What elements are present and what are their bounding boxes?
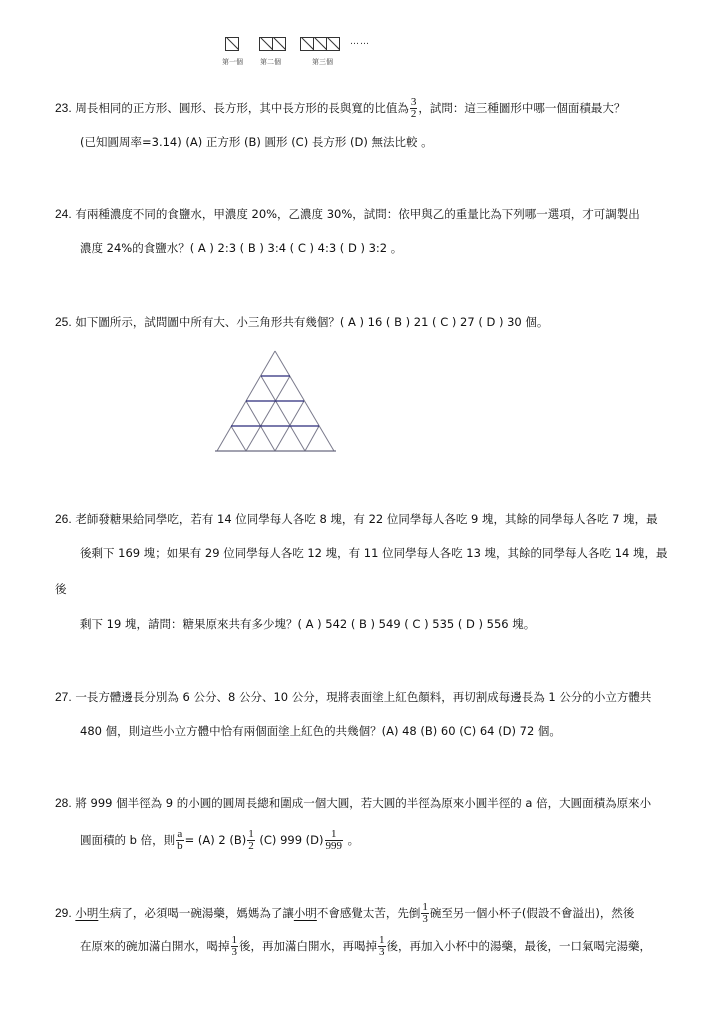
frac-num: a: [177, 828, 183, 840]
question-number: 28.: [55, 796, 72, 810]
q29-line-1: [55, 900, 634, 926]
q29-text-e: 後，再加滿白開水，再喝掉: [239, 939, 377, 953]
q28-end: 。: [344, 833, 360, 847]
question-number: 29.: [55, 906, 72, 920]
frac-den: 3: [231, 946, 237, 958]
q24-line-2: 濃度 24%的食鹽水？( A ) 2:3 ( B ) 3:4 ( C ) 4:3 ( D ) 3:2 。: [80, 241, 403, 255]
frac-den: 3: [379, 946, 385, 958]
frac-den: 3: [422, 913, 428, 925]
q24-line-1: [55, 207, 640, 221]
q29-line-2: [80, 933, 651, 959]
fraction-1-3: [421, 902, 429, 925]
q29-text-d: 在原來的碗加滿白開水，喝掉: [80, 939, 230, 953]
question-number: 27.: [55, 690, 72, 704]
pattern-group-1: [225, 37, 238, 51]
q25-text: 如下圖所示，試問圖中所有大、小三角形共有幾個？( A ) 16 ( B ) 21 ( C ) 27 ( D ) 30 個。: [75, 315, 549, 329]
fraction-1-3: [378, 935, 386, 958]
q27-line-2: 480 個，則這些小立方體中恰有兩個面塗上紅色的共幾個？(A) 48 (B) 60 (C) 64 (D) 72 個。: [80, 724, 561, 738]
name-xiaoming: 小明: [75, 906, 99, 920]
diagonal-square-icon: [225, 37, 239, 51]
frac-num: 1: [325, 829, 344, 841]
q28-line-2: [80, 827, 359, 853]
q26-text: 老師發糖果給同學吃，若有 14 位同學每人各吃 8 塊，有 22 位同學每人各吃 9 塊，其餘的同學每人各吃 7 塊，最: [75, 512, 658, 526]
frac-den: b: [177, 840, 183, 852]
pattern-group-2: [259, 37, 285, 51]
question-number: 26.: [55, 512, 72, 526]
frac-den: 2: [410, 108, 417, 120]
name-xiaoming: 小明: [293, 906, 317, 920]
q26-line-4: 剩下 19 塊，請問：糖果原來共有多少塊？( A ) 542 ( B ) 549 ( C ) 535 ( D ) 556 塊。: [80, 617, 536, 631]
fraction-1-3: [231, 935, 239, 958]
diagonal-square-icon: [259, 37, 273, 51]
q28-line-1: [55, 796, 651, 810]
question-number: 25.: [55, 315, 72, 329]
fraction-1-2: [247, 829, 255, 852]
q24-text: 有兩種濃度不同的食鹽水，甲濃度 20%，乙濃度 30%，試問：依甲與乙的重量比為下列哪一選項，才可調製出: [75, 207, 640, 221]
q28-option-a: = (A) 2 (B): [184, 833, 247, 847]
q28-text-a: 圓面積的 b 倍，則: [80, 833, 176, 847]
q29-text-a: 生病了，必須喝一碗湯藥，媽媽為了讓: [98, 906, 294, 920]
frac-den: 999: [325, 840, 342, 852]
q23-text-b: ，試問：這三種圖形中哪一個面積最大？: [418, 101, 626, 115]
caption-1: 第一個: [222, 58, 243, 66]
diagonal-square-icon: [326, 37, 340, 51]
q28-text: 將 999 個半徑為 9 的小圓的圓周長總和圍成一個大圓，若大圓的半徑為原來小圓半徑的 a 倍，大圓面積為原來小: [75, 796, 652, 810]
caption-3: 第三個: [312, 58, 333, 66]
diagonal-square-icon: [300, 37, 314, 51]
q29-text-c: 碗至另一個小杯子(假設不會溢出)，然後: [429, 906, 635, 920]
frac-num: 3: [410, 96, 417, 108]
q23-text-a: 周長相同的正方形、圓形、長方形，其中長方形的長與寬的比值為: [75, 101, 409, 115]
diagonal-square-icon: [313, 37, 327, 51]
q23-line-2: (已知圓周率=3.14) (A) 正方形 (B) 圓形 (C) 長方形 (D) 無法比較 。: [80, 135, 433, 149]
frac-num: 1: [379, 934, 385, 946]
fraction-3-2: [410, 97, 418, 120]
diagonal-square-icon: [272, 37, 286, 51]
question-number: 24.: [55, 207, 72, 221]
fraction-1-999: [325, 829, 344, 852]
triangle-grid-figure: [210, 345, 342, 457]
frac-num: 1: [231, 934, 237, 946]
ellipsis: ……: [350, 37, 370, 47]
q26-line-3: 後: [55, 582, 67, 596]
q28-option-c: (C) 999 (D): [255, 833, 324, 847]
q26-line-1: [55, 512, 658, 526]
caption-2: 第二個: [260, 58, 281, 66]
frac-num: 1: [248, 828, 254, 840]
q29-text-f: 後，再加入小杯中的湯藥，最後，一口氣喝完湯藥，: [386, 939, 651, 953]
q23-line-1: [55, 97, 625, 120]
q25-line-1: [55, 315, 548, 329]
frac-num: 1: [422, 901, 428, 913]
pattern-group-3: [300, 37, 339, 51]
question-number: 23.: [55, 101, 72, 115]
q27-line-1: [55, 690, 651, 704]
fraction-a-b: [176, 829, 184, 852]
q29-text-b: 不會感覺太苦，先倒: [316, 906, 421, 920]
frac-den: 2: [248, 840, 254, 852]
q26-line-2: 後剩下 169 塊；如果有 29 位同學每人各吃 12 塊，有 11 位同學每人各吃 13 塊，其餘的同學每人各吃 14 塊，最: [80, 546, 668, 560]
q27-text: 一長方體邊長分別為 6 公分、8 公分、10 公分，現將表面塗上紅色顏料，再切割成每邊長為 1 公分的小立方體共: [75, 690, 652, 704]
